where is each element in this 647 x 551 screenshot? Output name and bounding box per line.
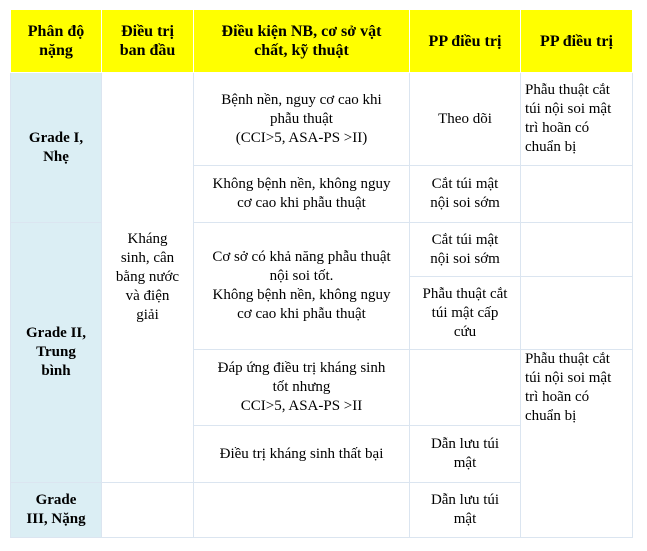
followup-cell: Phẫu thuật cắt túi nội soi mật trì hoãn có chuẩn bị xyxy=(521,350,633,538)
condition-cell: Đáp ứng điều trị kháng sinh tốt nhưng CCI>5, ASA-PS >II xyxy=(194,350,410,426)
header-row xyxy=(11,10,633,73)
treatment-cell: Theo dõi xyxy=(410,73,521,166)
header-treatment-2: PP điều trị xyxy=(521,10,633,73)
treatment-cell xyxy=(410,350,521,426)
grade-2-cell: Grade II, Trung bình xyxy=(11,223,102,483)
grade-1-cell: Grade I, Nhẹ xyxy=(11,73,102,223)
treatment-cell: Phẫu thuật cắt túi mật cấp cứu xyxy=(410,277,521,350)
grade-3-cell: Grade III, Nặng xyxy=(11,483,102,538)
treatment-cell: Cắt túi mật nội soi sớm xyxy=(410,166,521,223)
condition-cell: Điều trị kháng sinh thất bại xyxy=(194,426,410,483)
treatment-cell: Cắt túi mật nội soi sớm xyxy=(410,223,521,277)
condition-cell: Không bệnh nền, không nguy cơ cao khi phẫu thuật xyxy=(194,166,410,223)
header-treatment: PP điều trị xyxy=(410,10,521,73)
followup-cell xyxy=(521,166,633,223)
treatment-cell: Dẫn lưu túi mật xyxy=(410,483,521,538)
treatment-cell: Dẫn lưu túi mật xyxy=(410,426,521,483)
condition-cell: Bệnh nền, nguy cơ cao khi phẫu thuật (CCI>5, ASA-PS >II) xyxy=(194,73,410,166)
header-initial-treatment: Điều trị ban đầu xyxy=(102,10,194,73)
header-conditions: Điều kiện NB, cơ sở vật chất, kỹ thuật xyxy=(194,10,410,73)
condition-cell xyxy=(194,483,410,538)
initial-treatment-cell: Kháng sinh, cân bằng nước và điện giải xyxy=(102,73,194,483)
table-row xyxy=(11,73,633,166)
initial-treatment-cell-empty xyxy=(102,483,194,538)
treatment-table xyxy=(10,9,633,538)
followup-cell: Phẫu thuật cắt túi nội soi mật trì hoãn có chuẩn bị xyxy=(521,73,633,166)
followup-cell xyxy=(521,223,633,277)
condition-cell: Cơ sở có khả năng phẫu thuật nội soi tốt. Không bệnh nền, không nguy cơ cao khi phẫu thuật xyxy=(194,223,410,350)
followup-cell xyxy=(521,277,633,350)
header-severity: Phân độ nặng xyxy=(11,10,102,73)
